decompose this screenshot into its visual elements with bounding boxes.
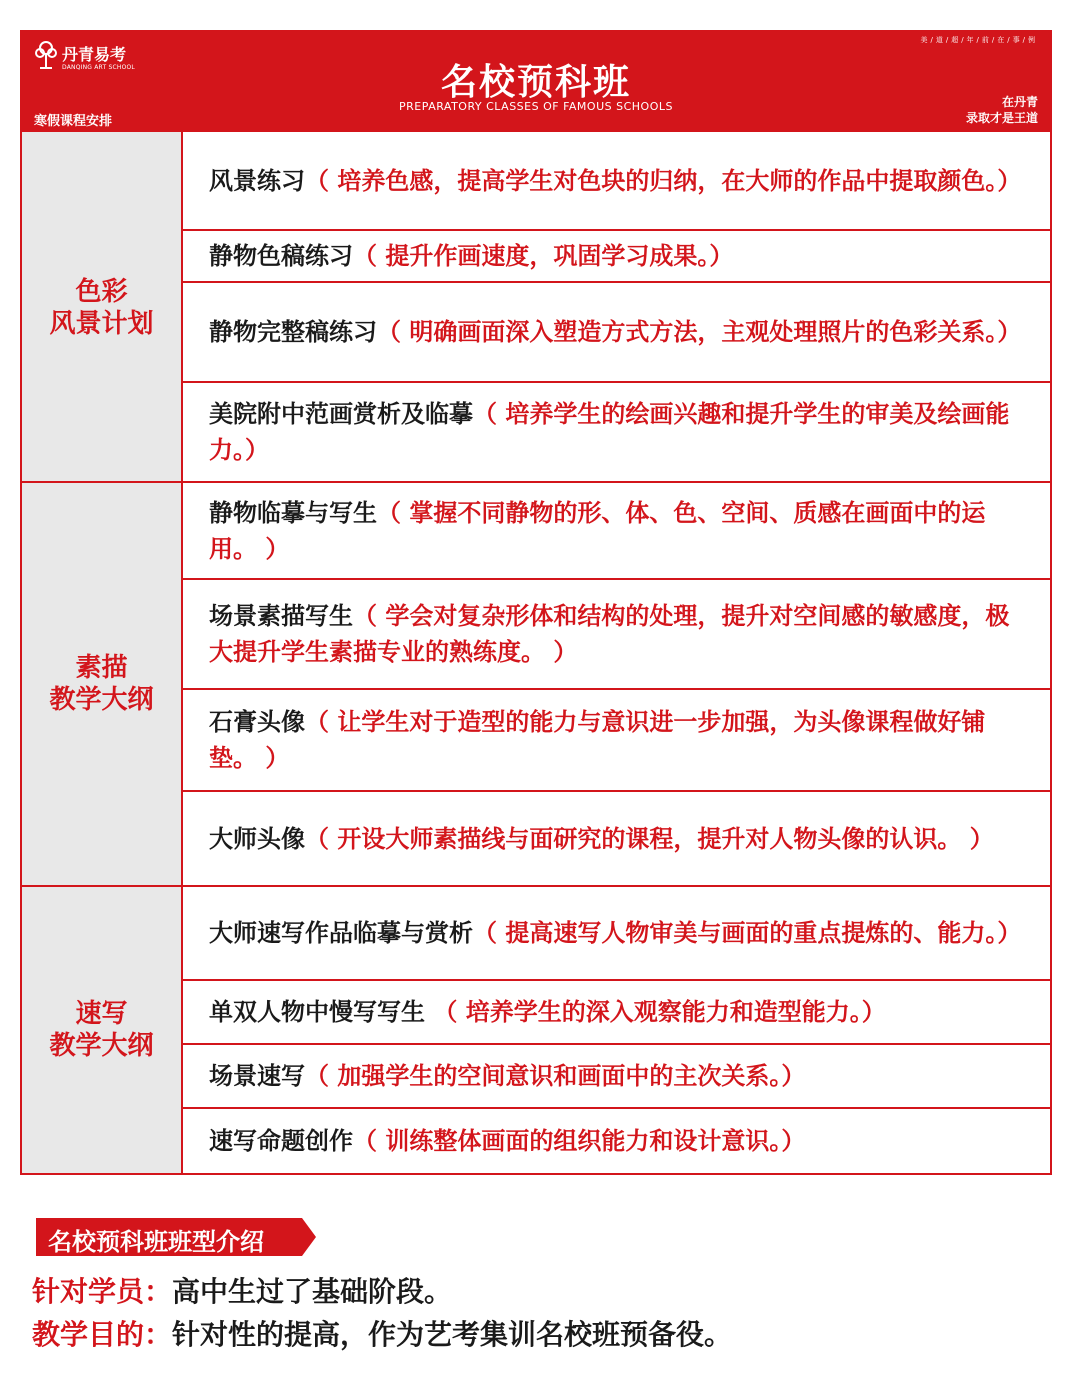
header-slogan — [966, 94, 1038, 126]
course-label: 速写命题创作 — [209, 1127, 353, 1155]
course-desc: （ 培养学生的深入观察能力和造型能力。） — [433, 998, 886, 1026]
course-label: 风景练习 — [209, 166, 305, 195]
brand-subtitle: DANQING ART SCHOOL — [62, 64, 135, 71]
slogan-line-2: 录取才是王道 — [965, 111, 1038, 125]
target-label: 针对学员： — [32, 1275, 173, 1308]
page-subtitle: PREPARATORY CLASSES OF FAMOUS SCHOOLS — [399, 100, 673, 113]
course-row — [183, 580, 1050, 688]
intro-goal-line — [32, 1313, 732, 1353]
page-title: 名校预科班 — [440, 62, 631, 103]
course-desc: （ 开设大师素描线与面研究的课程，提升对人物头像的认识。 ） — [305, 824, 994, 853]
course-desc: （ 明确画面深入塑造方式方法，主观处理照片的色彩关系。） — [377, 318, 1022, 346]
header-small-text: 美/道/超/年/前/在/事/例 — [920, 36, 1038, 44]
course-row — [183, 231, 1050, 281]
course-row — [183, 887, 1050, 979]
course-row — [183, 1109, 1050, 1173]
course-row — [183, 383, 1050, 481]
course-desc: （ 让学生对于造型的能力与意识进一步加强，为头像课程做好铺垫。 ） — [209, 708, 986, 772]
course-label: 场景素描写生 — [209, 602, 353, 630]
target-value: 高中生过了基础阶段。 — [172, 1275, 453, 1308]
course-desc: （ 提升作画速度，巩固学习成果。） — [353, 242, 734, 270]
category-sketch: 素描 教学大纲 — [22, 483, 183, 885]
category-color: 色彩 风景计划 — [22, 132, 183, 483]
course-table — [20, 130, 1052, 1175]
brand-name: 丹青易考 — [62, 45, 127, 64]
course-label: 大师速写作品临摹与赏析 — [209, 919, 473, 947]
intro-target-line — [32, 1270, 452, 1310]
course-label: 静物临摹与写生 — [209, 498, 377, 527]
header-left-label: 寒假课程安排 — [34, 114, 113, 129]
course-row — [183, 792, 1050, 885]
goal-label: 教学目的： — [32, 1318, 173, 1351]
course-row — [183, 132, 1050, 229]
course-desc: （ 提高速写人物审美与画面的重点提炼的、能力。） — [473, 919, 1022, 947]
header-banner — [20, 30, 1052, 130]
course-label: 场景速写 — [209, 1062, 305, 1090]
course-desc: （ 加强学生的空间意识和画面中的主次关系。） — [305, 1062, 806, 1090]
course-row — [183, 981, 1050, 1043]
course-desc: （ 培养色感，提高学生对色块的归纳，在大师的作品中提取颜色。） — [305, 166, 1022, 195]
course-label: 大师头像 — [209, 824, 305, 853]
course-row — [183, 1045, 1050, 1107]
course-row — [183, 690, 1050, 790]
course-label: 静物完整稿练习 — [209, 318, 377, 346]
goal-value: 针对性的提高，作为艺考集训名校班预备役。 — [172, 1318, 733, 1351]
course-desc: （ 训练整体画面的组织能力和设计意识。） — [353, 1127, 806, 1155]
slogan-line-1: 在丹青 — [1001, 95, 1038, 109]
course-label: 单双人物中慢写写生 — [209, 998, 434, 1026]
course-label: 美院附中范画赏析及临摹 — [209, 400, 473, 428]
category-quick-sketch: 速写 教学大纲 — [22, 887, 183, 1173]
course-row — [183, 483, 1050, 578]
intro-heading: 名校预科班班型介绍 — [48, 1228, 264, 1256]
course-desc: （ 学会对复杂形体和结构的处理，提升对空间感的敏感度，极大提升学生素描专业的熟练度。 ） — [209, 602, 1010, 666]
course-label: 石膏头像 — [209, 708, 305, 736]
course-row — [183, 283, 1050, 381]
course-desc: （ 掌握不同静物的形、体、色、空间、质感在画面中的运用。 ） — [209, 498, 986, 563]
intro-heading-tag — [36, 1218, 316, 1256]
course-desc: （ 培养学生的绘画兴趣和提升学生的审美及绘画能力。） — [209, 400, 1010, 464]
course-label: 静物色稿练习 — [209, 242, 353, 270]
